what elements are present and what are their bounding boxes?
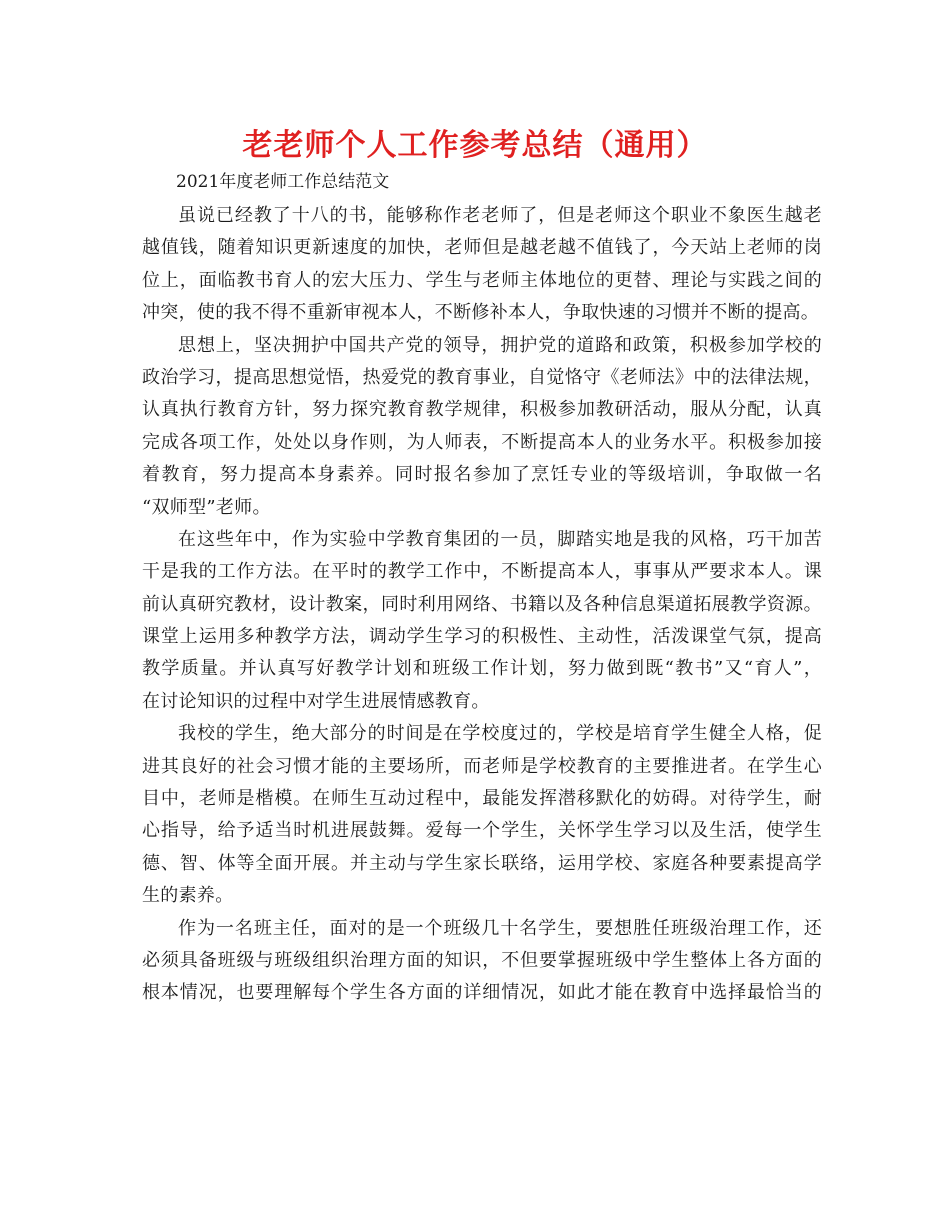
paragraph-line: 进其良好的社会习惯才能的主要场所，而老师是学校教育的主要推进者。在学生心 bbox=[142, 755, 822, 777]
paragraph-line: 心指导，给予适当时机进展鼓舞。爱每一个学生，关怀学生学习以及生活，使学生 bbox=[142, 820, 822, 842]
paragraph-line: 冲突，使的我不得不重新审视本人，不断修补本人，争取快速的习惯并不断的提高。 bbox=[142, 302, 820, 324]
paragraph-line: 德、智、体等全面开展。并主动与学生家长联络，运用学校、家庭各种要素提高学 bbox=[142, 852, 822, 874]
body-paragraph bbox=[142, 330, 822, 524]
document-title: 老老师个人工作参考总结（通用） bbox=[242, 128, 708, 163]
paragraph-line: 生的素养。 bbox=[142, 885, 234, 907]
paragraph-line: 完成各项工作，处处以身作则，为人师表，不断提高本人的业务水平。积极参加接 bbox=[142, 431, 822, 453]
paragraph-line: 政治学习，提高思想觉悟，热爱党的教育事业，自觉恪守《老师法》中的法律法规， bbox=[142, 366, 822, 388]
paragraph-line: 教学质量。并认真写好教学计划和班级工作计划，努力做到既“教书”又“育人”， bbox=[142, 658, 822, 680]
paragraph-line: 在讨论知识的过程中对学生进展情感教育。 bbox=[142, 690, 490, 712]
body-paragraph bbox=[142, 200, 822, 330]
paragraph-line: 作为一名班主任，面对的是一个班级几十名学生，要想胜任班级治理工作，还 bbox=[178, 917, 822, 939]
paragraph-line: 虽说已经教了十八的书，能够称作老老师了，但是老师这个职业不象医生越老 bbox=[178, 205, 822, 226]
document-subtitle: 2021年度老师工作总结范文 bbox=[176, 172, 390, 192]
paragraph-line: 根本情况，也要理解每个学生各方面的详细情况，如此才能在教育中选择最恰当的 bbox=[142, 982, 822, 1004]
paragraph-line: 干是我的工作方法。在平时的教学工作中，不断提高本人，事事从严要求本人。课 bbox=[142, 561, 822, 583]
body-paragraph bbox=[142, 524, 822, 718]
paragraph-line: 着教育，努力提高本身素养。同时报名参加了烹饪专业的等级培训，争取做一名 bbox=[142, 464, 822, 486]
paragraph-line: 越值钱，随着知识更新速度的加快，老师但是越老越不值钱了，今天站上老师的岗 bbox=[142, 237, 822, 259]
paragraph-line: 位上，面临教书育人的宏大压力、学生与老师主体地位的更替、理论与实践之间的 bbox=[142, 269, 822, 291]
paragraph-line: 必须具备班级与班级组织治理方面的知识，不但要掌握班级中学生整体上各方面的 bbox=[142, 949, 822, 971]
paragraph-line: 目中，老师是楷模。在师生互动过程中，最能发挥潜移默化的妨碍。对待学生，耐 bbox=[142, 788, 822, 810]
paragraph-line: 我校的学生，绝大部分的时间是在学校度过的，学校是培育学生健全人格，促 bbox=[178, 723, 822, 745]
body-paragraph bbox=[142, 718, 822, 912]
paragraph-line: “双师型”老师。 bbox=[142, 496, 271, 518]
paragraph-line: 认真执行教育方针，努力探究教育教学规律，积极参加教研活动，服从分配，认真 bbox=[142, 399, 822, 421]
paragraph-line: 在这些年中，作为实验中学教育集团的一员，脚踏实地是我的风格，巧干加苦 bbox=[178, 528, 822, 550]
paragraph-line: 前认真研究教材，设计教案，同时利用网络、书籍以及各种信息渠道拓展教学资源。 bbox=[142, 593, 822, 615]
document-body bbox=[142, 200, 822, 1010]
paragraph-line: 课堂上运用多种教学方法，调动学生学习的积极性、主动性，活泼课堂气氛，提高 bbox=[142, 626, 822, 648]
body-paragraph bbox=[142, 913, 822, 1010]
paragraph-line: 思想上，坚决拥护中国共产党的领导，拥护党的道路和政策，积极参加学校的 bbox=[178, 334, 822, 356]
